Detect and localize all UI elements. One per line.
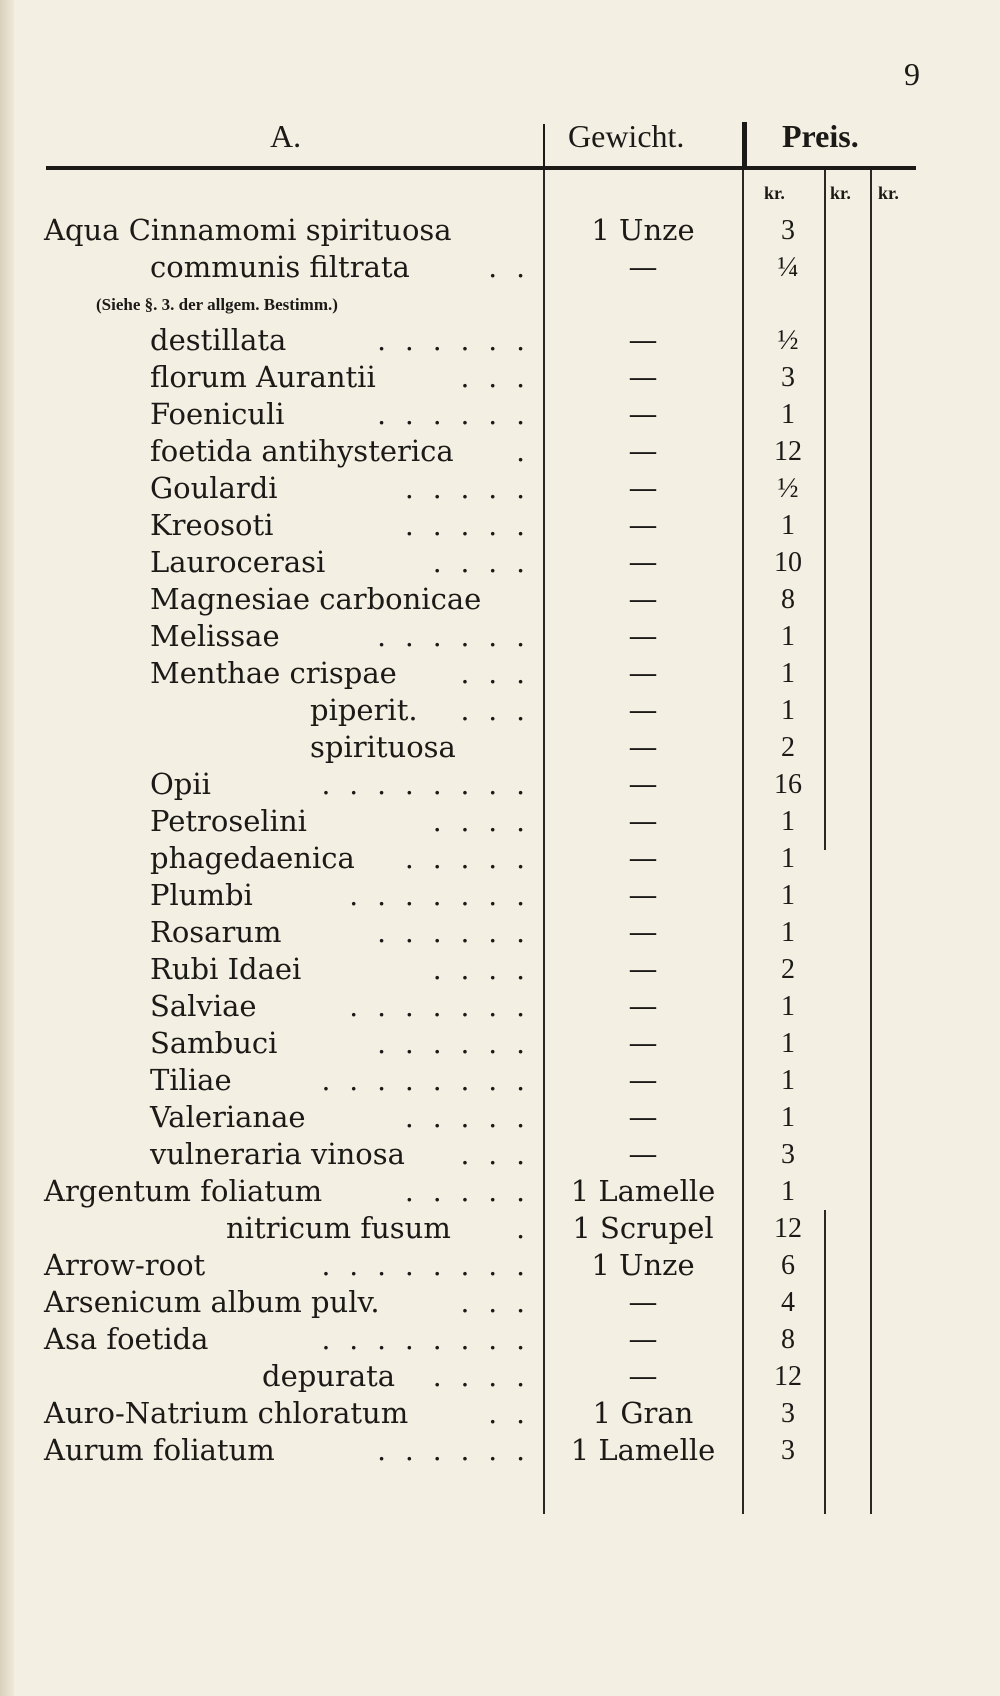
leader-dots: . . . . . .	[377, 1434, 530, 1467]
leader-dots: . . . .	[432, 953, 530, 986]
table-row	[0, 1136, 1000, 1173]
row-weight: —	[628, 730, 658, 764]
table-row	[0, 249, 1000, 286]
table-row	[0, 1173, 1000, 1210]
row-note: (Siehe §. 3. der allgem. Bestimm.)	[96, 295, 338, 314]
price-unit-kr-3: kr.	[878, 183, 899, 203]
row-weight: —	[628, 545, 658, 579]
row-name: destillata	[150, 323, 287, 357]
leader-dots: . . . . . .	[377, 324, 530, 357]
row-name: Plumbi	[150, 878, 253, 912]
row-price: ½	[777, 473, 799, 504]
table-row	[0, 396, 1000, 433]
table-row	[0, 322, 1000, 359]
row-price: 3	[781, 215, 795, 246]
row-weight: —	[628, 1026, 658, 1060]
row-name: Rubi Idaei	[150, 952, 302, 986]
row-name: Arsenicum album pulv.	[44, 1285, 380, 1319]
table-row	[0, 544, 1000, 581]
row-weight: —	[628, 1285, 658, 1319]
leader-dots: . .	[488, 251, 530, 284]
row-price: ¼	[777, 252, 799, 283]
table-row	[0, 729, 1000, 766]
row-weight: —	[628, 804, 658, 838]
row-weight: —	[628, 582, 658, 616]
row-price: 3	[781, 1398, 795, 1429]
leader-dots: . . . . .	[404, 842, 530, 875]
header-divider-weight	[543, 124, 545, 168]
table-row	[0, 1247, 1000, 1284]
row-name: Arrow-root	[44, 1248, 206, 1282]
table-row	[0, 1284, 1000, 1321]
table-row	[0, 655, 1000, 692]
table-row	[0, 581, 1000, 618]
row-weight: —	[628, 1137, 658, 1171]
row-price: 12	[774, 1213, 802, 1244]
row-price: 1	[781, 991, 795, 1022]
row-name: Menthae crispae	[150, 656, 397, 690]
row-name: Kreosoti	[150, 508, 274, 542]
row-weight: —	[628, 471, 658, 505]
table-row	[0, 914, 1000, 951]
row-price: 12	[774, 1361, 802, 1392]
leader-dots: . . . . .	[404, 1175, 530, 1208]
row-price: 8	[781, 584, 795, 615]
leader-dots: . . . . . .	[377, 398, 530, 431]
leader-dots: . . . . . . .	[349, 990, 530, 1023]
section-heading: A.	[270, 118, 302, 154]
table-row	[0, 803, 1000, 840]
table-row	[0, 1025, 1000, 1062]
row-name: Petroselini	[150, 804, 307, 838]
row-name: foetida antihysterica	[150, 434, 454, 468]
table-row	[0, 1395, 1000, 1432]
row-weight: 1 Unze	[591, 213, 695, 247]
row-name: Laurocerasi	[150, 545, 326, 579]
row-weight: —	[628, 619, 658, 653]
row-weight: —	[628, 693, 658, 727]
table-row	[0, 1062, 1000, 1099]
row-price: 1	[781, 880, 795, 911]
leader-dots: . . .	[460, 361, 530, 394]
row-name: Sambuci	[150, 1026, 278, 1060]
leader-dots: . . . . . . .	[349, 879, 530, 912]
leader-dots: .	[516, 1212, 530, 1245]
row-price: 1	[781, 1102, 795, 1133]
table-row	[0, 470, 1000, 507]
leader-dots: . . . . .	[404, 509, 530, 542]
leader-dots: . . . .	[432, 805, 530, 838]
leader-dots: . . . . . . . .	[321, 768, 530, 801]
table-row	[0, 433, 1000, 470]
row-name: florum Aurantii	[150, 360, 376, 394]
table-row	[0, 766, 1000, 803]
row-price: 16	[774, 769, 802, 800]
row-name: Asa foetida	[44, 1322, 209, 1356]
leader-dots: . . . . .	[404, 472, 530, 505]
row-price: 1	[781, 399, 795, 430]
leader-dots: . . .	[460, 694, 530, 727]
row-weight: —	[628, 360, 658, 394]
row-price: 1	[781, 510, 795, 541]
leader-dots: . . . .	[432, 546, 530, 579]
row-price: 2	[781, 954, 795, 985]
row-weight: —	[628, 989, 658, 1023]
leader-dots: . .	[488, 1397, 530, 1430]
row-price: 10	[774, 547, 802, 578]
row-name: nitricum fusum	[226, 1211, 451, 1245]
row-weight: —	[628, 878, 658, 912]
leader-dots: . . . . . .	[377, 1027, 530, 1060]
row-price: 6	[781, 1250, 795, 1281]
row-name: Melissae	[150, 619, 280, 653]
row-name: Rosarum	[150, 915, 282, 949]
row-weight: —	[628, 323, 658, 357]
row-weight: —	[628, 397, 658, 431]
row-name: Tiliae	[150, 1063, 232, 1097]
leader-dots: . . .	[460, 657, 530, 690]
table-row	[0, 618, 1000, 655]
row-weight: —	[628, 767, 658, 801]
row-weight: —	[628, 1322, 658, 1356]
row-name: Auro-Natrium chloratum	[44, 1396, 409, 1430]
row-weight: —	[628, 508, 658, 542]
row-price: 3	[781, 362, 795, 393]
row-price: 1	[781, 843, 795, 874]
row-name: Foeniculi	[150, 397, 285, 431]
table-row	[0, 877, 1000, 914]
row-price: 1	[781, 1028, 795, 1059]
table-row	[0, 1210, 1000, 1247]
table-row	[0, 951, 1000, 988]
header-divider-price	[742, 122, 747, 170]
row-price: ½	[777, 325, 799, 356]
row-weight: 1 Lamelle	[570, 1174, 716, 1208]
row-name: depurata	[262, 1359, 396, 1393]
leader-dots: . . .	[460, 1138, 530, 1171]
table-row	[0, 359, 1000, 396]
table-row	[0, 988, 1000, 1025]
row-name: Argentum foliatum	[44, 1174, 323, 1208]
header-rule	[46, 166, 916, 170]
row-weight: 1 Gran	[592, 1396, 694, 1430]
weight-column-heading: Gewicht.	[568, 118, 685, 154]
table-row	[0, 1432, 1000, 1469]
table-row	[0, 507, 1000, 544]
row-name: Goulardi	[150, 471, 278, 505]
leader-dots: .	[516, 435, 530, 468]
table-row	[0, 1358, 1000, 1395]
price-unit-kr-2: kr.	[830, 183, 851, 203]
row-name: vulneraria vinosa	[150, 1137, 405, 1171]
row-price: 12	[774, 436, 802, 467]
row-price: 1	[781, 1176, 795, 1207]
row-name: Aurum foliatum	[44, 1433, 275, 1467]
row-price: 3	[781, 1139, 795, 1170]
row-price: 4	[781, 1287, 795, 1318]
row-name: Opii	[150, 767, 211, 801]
leader-dots: . . . . . . . .	[321, 1323, 530, 1356]
row-weight: 1 Unze	[591, 1248, 695, 1282]
row-weight: —	[628, 656, 658, 690]
row-price: 1	[781, 806, 795, 837]
row-weight: —	[628, 1100, 658, 1134]
leader-dots: . . . . . .	[377, 916, 530, 949]
price-unit-kr-1: kr.	[764, 183, 785, 203]
row-weight: —	[628, 841, 658, 875]
table-row	[0, 840, 1000, 877]
leader-dots: . . . . . .	[377, 620, 530, 653]
page-number: 9	[904, 56, 920, 92]
row-price: 1	[781, 658, 795, 689]
row-name: Salviae	[150, 989, 257, 1023]
row-name: piperit.	[310, 693, 418, 727]
row-weight: —	[628, 1359, 658, 1393]
row-name: Magnesiae carbonicae	[150, 582, 482, 616]
row-price: 1	[781, 621, 795, 652]
row-name: Valerianae	[150, 1100, 306, 1134]
row-weight: —	[628, 952, 658, 986]
row-price: 2	[781, 732, 795, 763]
row-weight: 1 Lamelle	[570, 1433, 716, 1467]
row-price: 3	[781, 1435, 795, 1466]
leader-dots: . . . .	[432, 1360, 530, 1393]
leader-dots: . . . . . . . .	[321, 1249, 530, 1282]
row-price: 1	[781, 917, 795, 948]
price-column-heading: Preis.	[782, 118, 859, 154]
row-name: spirituosa	[310, 730, 456, 764]
leader-dots: . . . . . . . .	[321, 1064, 530, 1097]
table-row	[0, 212, 1000, 249]
row-name: communis filtrata	[150, 250, 410, 284]
row-weight: —	[628, 1063, 658, 1097]
table-row	[0, 1099, 1000, 1136]
table-row	[0, 692, 1000, 729]
row-name: Aqua Cinnamomi spirituosa	[44, 213, 452, 247]
table-row	[0, 1321, 1000, 1358]
table-row	[0, 286, 1000, 323]
row-name: phagedaenica	[150, 841, 355, 875]
row-price: 1	[781, 695, 795, 726]
row-weight: —	[628, 434, 658, 468]
row-weight: —	[628, 250, 658, 284]
leader-dots: . . . . .	[404, 1101, 530, 1134]
row-price: 8	[781, 1324, 795, 1355]
leader-dots: . . .	[460, 1286, 530, 1319]
row-price: 1	[781, 1065, 795, 1096]
row-weight: —	[628, 915, 658, 949]
row-weight: 1 Scrupel	[572, 1211, 714, 1245]
